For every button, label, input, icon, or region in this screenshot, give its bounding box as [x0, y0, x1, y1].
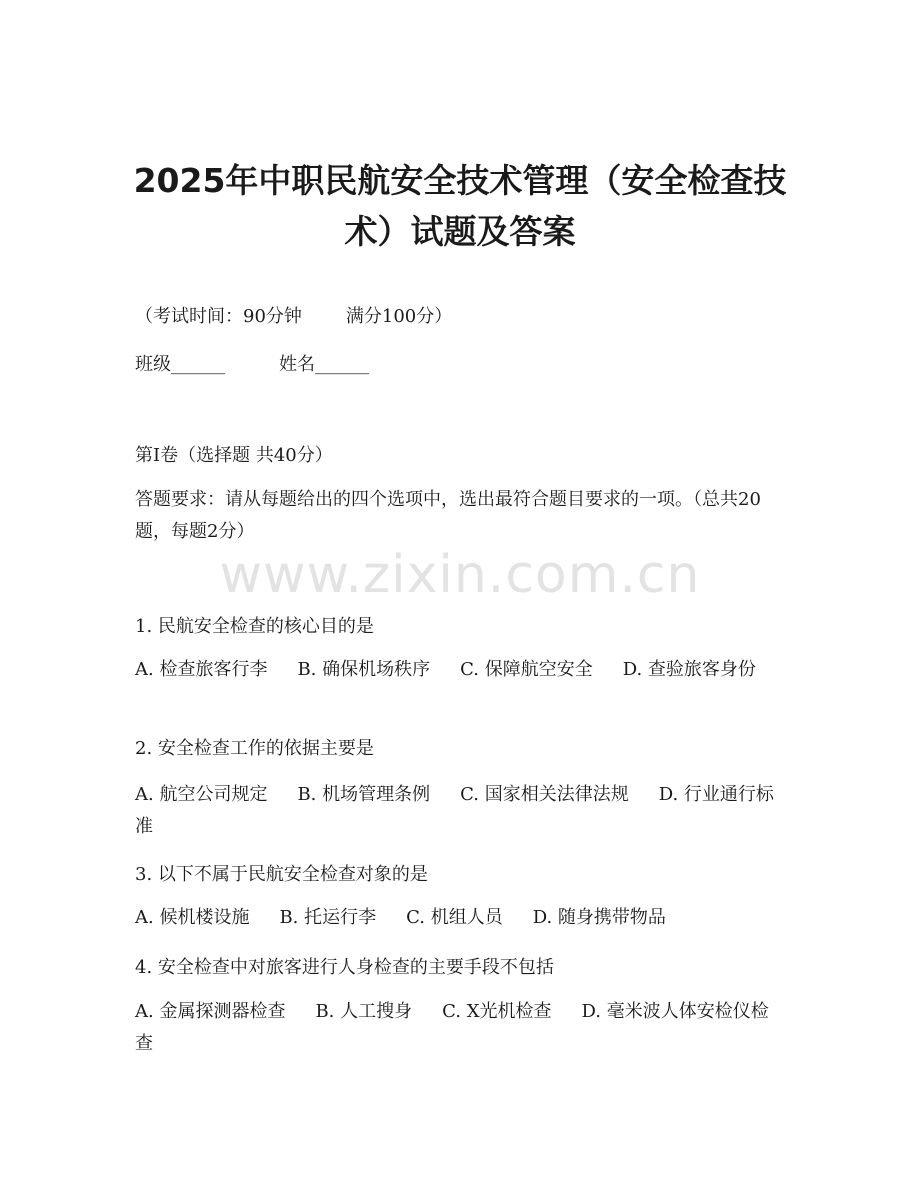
question-options [135, 996, 785, 1060]
class-field: 班级______ [135, 354, 225, 375]
option-c: C. 保障航空安全 [460, 659, 593, 680]
option-d: D. 行业通行标准 [135, 784, 774, 837]
option-a: A. 金属探测器检查 [135, 1001, 286, 1022]
exam-info [135, 302, 452, 328]
question-stem: 3. 以下不属于民航安全检查对象的是 [135, 864, 428, 885]
full-score: 满分100分） [345, 306, 453, 327]
name-field: 姓名______ [279, 354, 369, 375]
document-title: 2025年中职民航安全技术管理（安全检查技术）试题及答案 [133, 161, 787, 251]
question-stem: 1. 民航安全检查的核心目的是 [135, 616, 374, 637]
watermark: www.zixin.com.cn [219, 545, 701, 605]
question-options [135, 779, 785, 843]
option-d: D. 随身携带物品 [532, 907, 666, 928]
option-c: C. 国家相关法律法规 [460, 784, 629, 805]
option-d: D. 毫米波人体安检仪检查 [135, 1001, 769, 1054]
question-stem: 4. 安全检查中对旅客进行人身检查的主要手段不包括 [135, 957, 554, 978]
option-b: B. 托运行李 [279, 907, 377, 928]
question-options [135, 654, 785, 686]
option-a: A. 检查旅客行李 [135, 659, 268, 680]
option-b: B. 机场管理条例 [297, 784, 431, 805]
exam-time: （考试时间：90分钟 [135, 306, 302, 327]
option-a: A. 航空公司规定 [135, 784, 268, 805]
option-d: D. 查验旅客身份 [622, 659, 756, 680]
section-instructions: 答题要求：请从每题给出的四个选项中，选出最符合题目要求的一项。（总共20题，每题2分） [135, 489, 761, 542]
question-options [135, 902, 785, 934]
option-b: B. 确保机场秩序 [297, 659, 431, 680]
option-b: B. 人工搜身 [315, 1001, 413, 1022]
option-a: A. 候机楼设施 [135, 907, 250, 928]
option-c: C. X光机检查 [442, 1001, 552, 1022]
question-stem: 2. 安全检查工作的依据主要是 [135, 738, 374, 759]
option-c: C. 机组人员 [406, 907, 503, 928]
student-info [135, 350, 369, 376]
section-heading: 第Ⅰ卷（选择题 共40分） [135, 445, 333, 466]
